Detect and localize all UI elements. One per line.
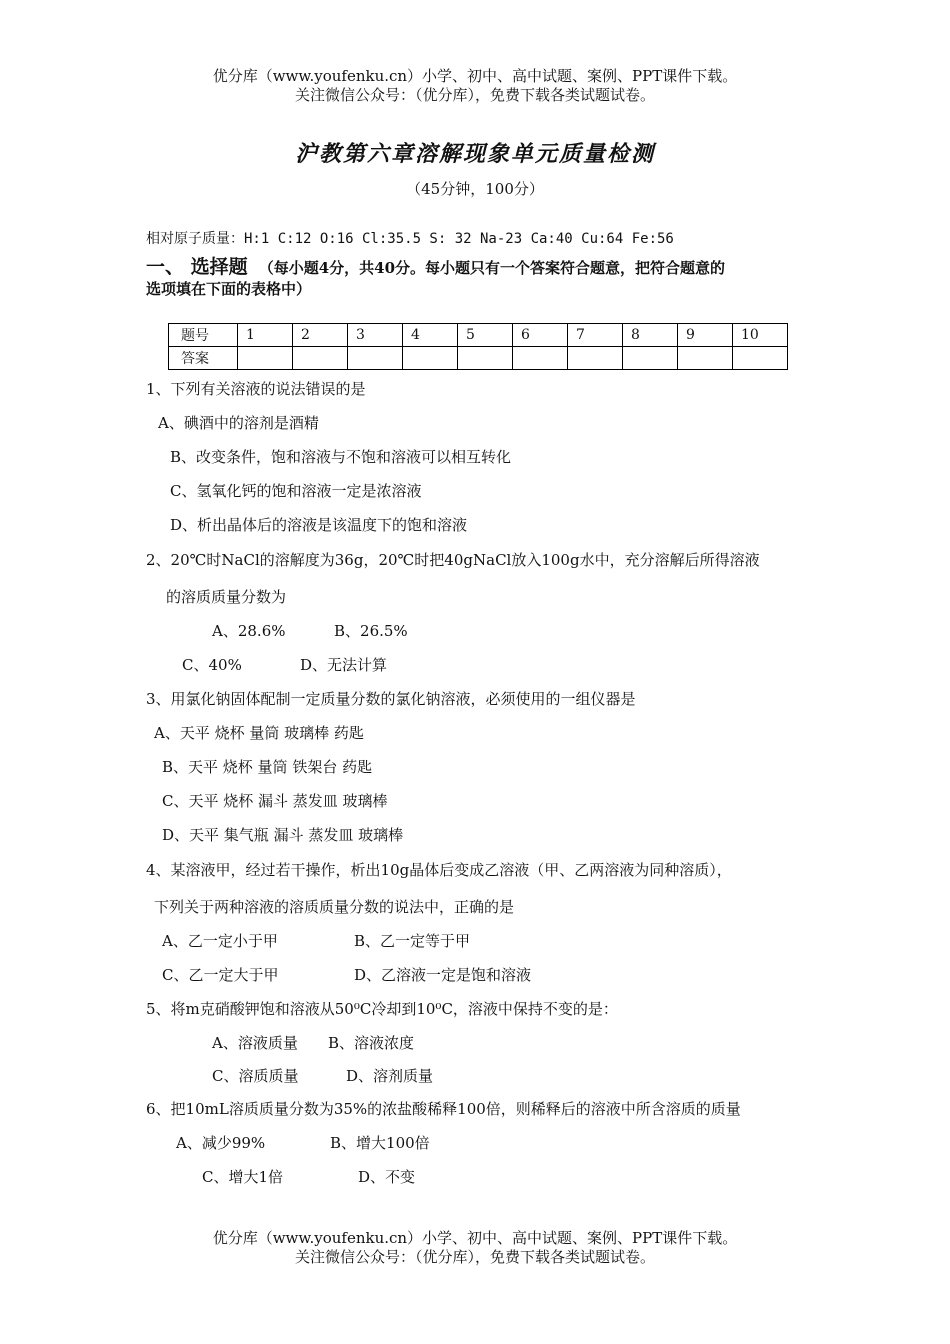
q3-option-a: A、天平 烧杯 量筒 玻璃棒 药匙: [154, 724, 364, 742]
q6-stem: 6、把10mL溶质质量分数为35%的浓盐酸稀释100倍，则稀释后的溶液中所含溶质的质量: [146, 1100, 741, 1118]
q2-option-a: A、28.6%: [212, 622, 286, 640]
table-label-number: 题号: [169, 324, 238, 347]
q1-option-c: C、氢氧化钙的饱和溶液一定是浓溶液: [170, 482, 422, 500]
q5-option-d: D、溶剂质量: [346, 1067, 434, 1085]
q2-option-c: C、40%: [182, 656, 242, 674]
q3-stem: 3、用氯化钠固体配制一定质量分数的氯化钠溶液，必须使用的一组仪器是: [146, 690, 636, 708]
q4-stem-2: 下列关于两种溶液的溶质质量分数的说法中，正确的是: [154, 898, 515, 916]
answer-cell[interactable]: [293, 347, 348, 370]
q6-option-b: B、增大100倍: [330, 1134, 430, 1152]
q2-option-d: D、无法计算: [300, 656, 388, 674]
q4-option-c: C、乙一定大于甲: [162, 966, 279, 984]
answer-cell[interactable]: [238, 347, 293, 370]
answer-cell[interactable]: [403, 347, 458, 370]
atomic-masses: 相对原子质量：H:1 C:12 O:16 Cl:35.5 S: 32 Na-23 Ca:40 Cu:64 Fe:56: [146, 231, 674, 247]
section-1-heading-line: [146, 252, 725, 279]
page-subtitle: （45分钟，100分）: [406, 180, 544, 198]
table-number: 3: [348, 324, 403, 347]
answer-table: [168, 323, 788, 370]
section-1-note-2: 选项填在下面的表格中）: [146, 280, 312, 298]
footer-line-1: 优分库（www.youfenku.cn）小学、初中、高中试题、案例、PPT课件下载。: [212, 1229, 738, 1247]
answer-cell[interactable]: [513, 347, 568, 370]
table-number: 7: [568, 324, 623, 347]
q4-stem-1: 4、某溶液甲，经过若干操作，析出10g晶体后变成乙溶液（甲、乙两溶液为同种溶质），: [146, 861, 732, 879]
q2-option-b: B、26.5%: [334, 622, 408, 640]
table-number: 2: [293, 324, 348, 347]
q5-option-a: A、溶液质量: [212, 1034, 298, 1052]
page-title: 沪教第六章溶解现象单元质量检测: [294, 141, 655, 167]
table-number: 8: [623, 324, 678, 347]
header-line-2: 关注微信公众号：（优分库），免费下载各类试题试卷。: [294, 86, 655, 104]
table-number: 9: [678, 324, 733, 347]
q1-option-b: B、改变条件，饱和溶液与不饱和溶液可以相互转化: [170, 448, 512, 466]
q3-option-b: B、天平 烧杯 量筒 铁架台 药匙: [162, 758, 373, 776]
q6-option-d: D、不变: [358, 1168, 416, 1186]
section-1-note: （每小题4分，共40分。每小题只有一个答案符合题意，把符合题意的: [258, 259, 726, 277]
q2-stem-2: 的溶质质量分数为: [166, 588, 287, 606]
answer-table-number-row: [169, 324, 788, 347]
table-number: 5: [458, 324, 513, 347]
q4-option-a: A、乙一定小于甲: [162, 932, 278, 950]
q6-option-c: C、增大1倍: [202, 1168, 284, 1186]
q4-option-d: D、乙溶液一定是饱和溶液: [354, 966, 532, 984]
table-number: 4: [403, 324, 458, 347]
q3-option-d: D、天平 集气瓶 漏斗 蒸发皿 玻璃棒: [162, 826, 404, 844]
q5-option-c: C、溶质质量: [212, 1067, 299, 1085]
answer-cell[interactable]: [458, 347, 513, 370]
q5-option-b: B、溶液浓度: [328, 1034, 415, 1052]
answer-table-answer-row: [169, 347, 788, 370]
q2-stem-1: 2、20℃时NaCl的溶解度为36g，20℃时把40gNaCl放入100g水中，充分溶解后所得溶液: [146, 551, 760, 569]
q1-stem: 1、下列有关溶液的说法错误的是: [146, 380, 366, 398]
answer-cell[interactable]: [348, 347, 403, 370]
q4-option-b: B、乙一定等于甲: [354, 932, 471, 950]
answer-cell[interactable]: [678, 347, 733, 370]
answer-cell[interactable]: [623, 347, 678, 370]
footer-line-2: 关注微信公众号：（优分库），免费下载各类试题试卷。: [294, 1248, 655, 1266]
table-label-answer: 答案: [169, 347, 238, 370]
q1-option-a: A、碘酒中的溶剂是酒精: [158, 414, 319, 432]
table-number: 6: [513, 324, 568, 347]
q5-stem: 5、将m克硝酸钾饱和溶液从50⁰C冷却到10⁰C，溶液中保持不变的是：: [146, 1000, 618, 1018]
table-number: 10: [733, 324, 788, 347]
q3-option-c: C、天平 烧杯 漏斗 蒸发皿 玻璃棒: [162, 792, 388, 810]
table-number: 1: [238, 324, 293, 347]
answer-cell[interactable]: [733, 347, 788, 370]
header-line-1: 优分库（www.youfenku.cn）小学、初中、高中试题、案例、PPT课件下载。: [212, 67, 738, 85]
answer-cell[interactable]: [568, 347, 623, 370]
q1-option-d: D、析出晶体后的溶液是该温度下的饱和溶液: [170, 516, 468, 534]
q6-option-a: A、减少99%: [176, 1134, 266, 1152]
section-1-heading: 一、 选择题: [146, 256, 248, 278]
